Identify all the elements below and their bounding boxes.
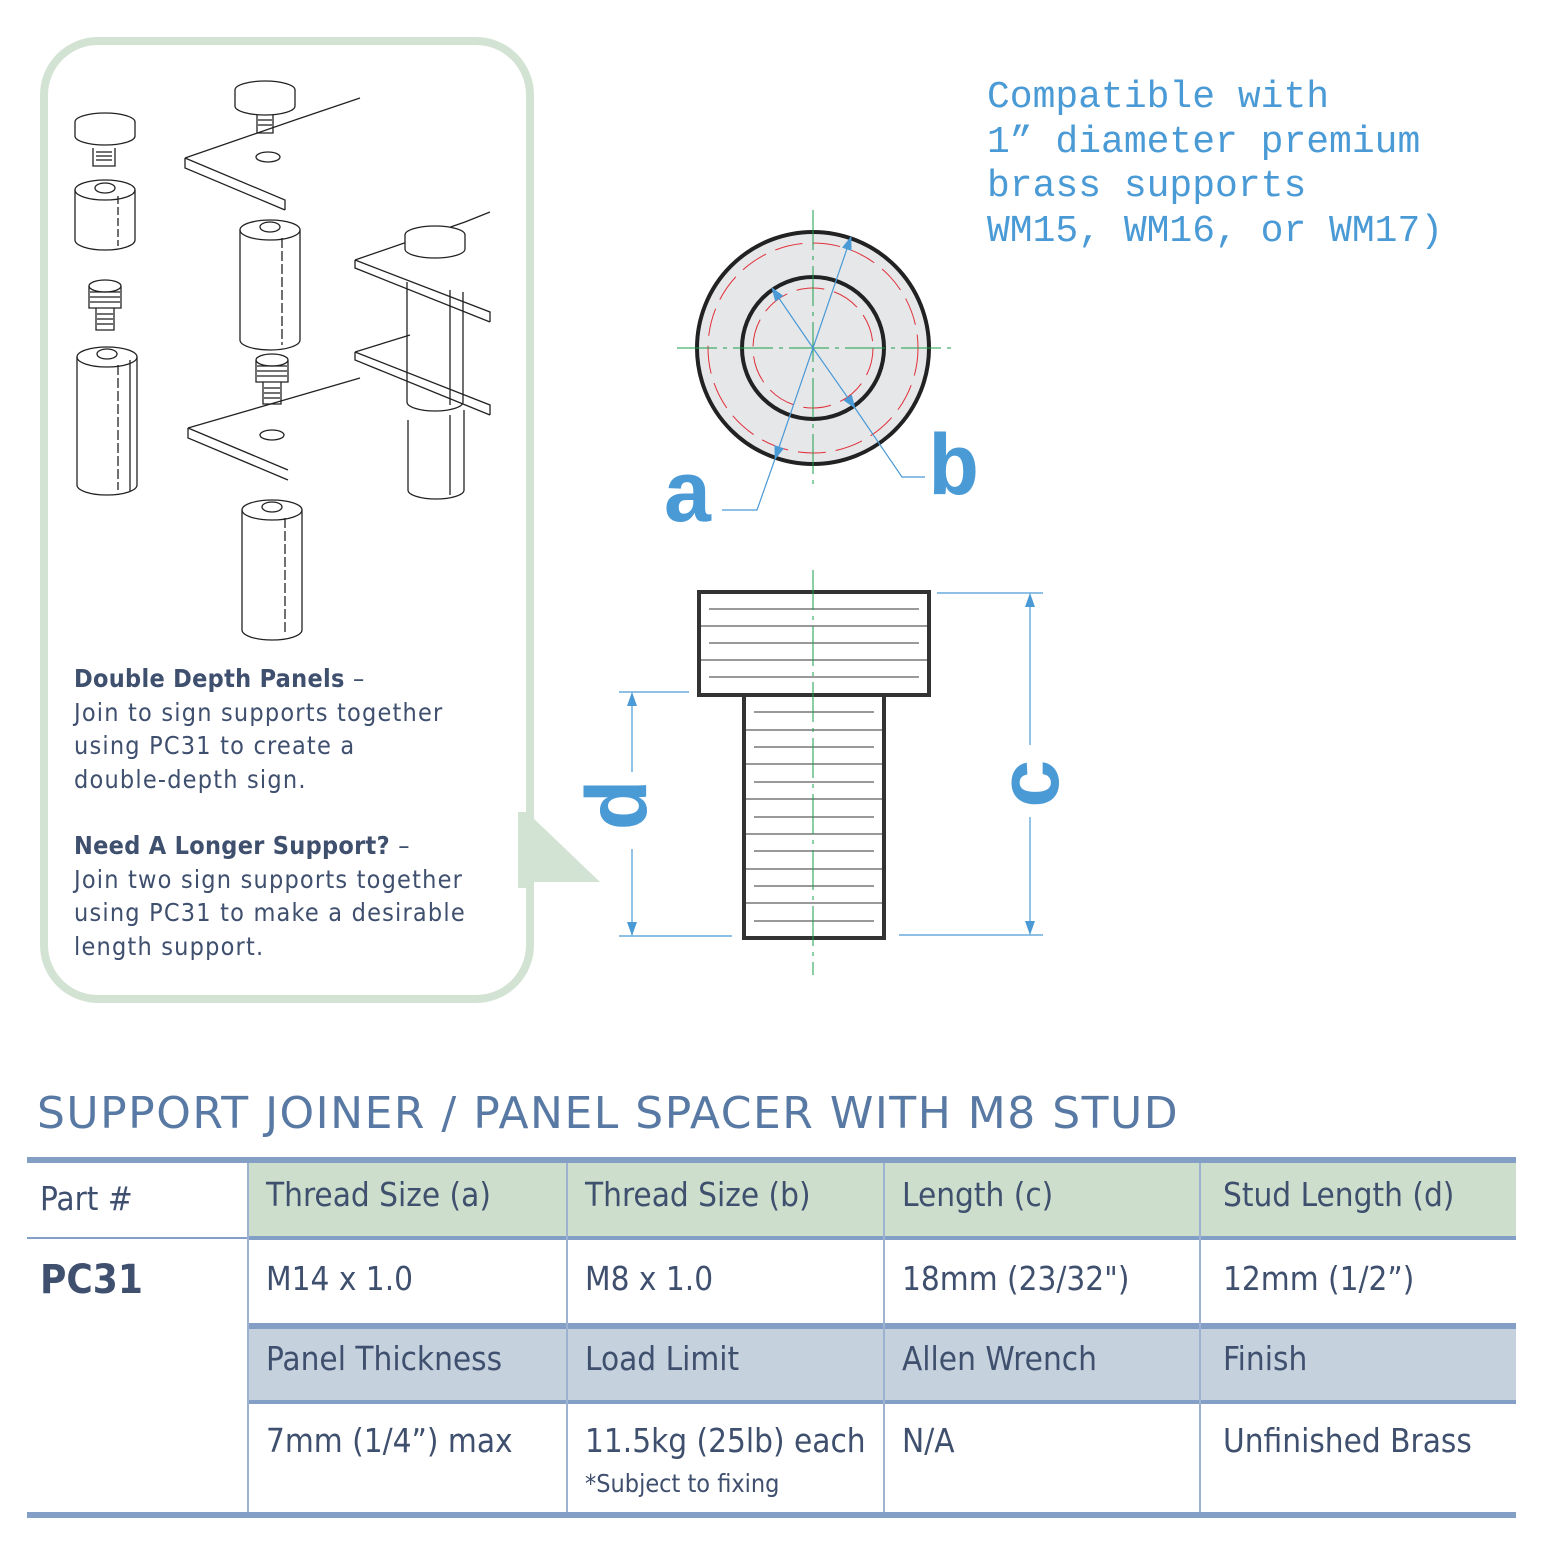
assembly-illustration bbox=[60, 60, 510, 660]
header-length-c: Length (c) bbox=[902, 1175, 1054, 1214]
divider bbox=[883, 1163, 885, 1512]
load-limit-note: *Subject to fixing bbox=[585, 1469, 780, 1498]
rule bbox=[248, 1236, 1516, 1240]
header-panel-thickness: Panel Thickness bbox=[266, 1339, 503, 1378]
right-assembled-stack bbox=[355, 212, 490, 499]
callout-text bbox=[74, 662, 514, 996]
value-allen-wrench: N/A bbox=[902, 1421, 955, 1460]
divider bbox=[247, 1163, 249, 1512]
table-bottom-rule bbox=[27, 1512, 1516, 1518]
divider bbox=[566, 1163, 568, 1512]
rule bbox=[27, 1237, 248, 1239]
divider bbox=[1199, 1163, 1201, 1512]
value-thread-size-a: M14 x 1.0 bbox=[266, 1259, 414, 1298]
section-heading: Double Depth Panels bbox=[74, 664, 345, 693]
header-finish: Finish bbox=[1223, 1339, 1308, 1378]
compatibility-note: Compatible with 1” diameter premium brass supports WM15, WM16, or WM17) bbox=[987, 76, 1444, 253]
middle-exploded-stack bbox=[185, 81, 360, 640]
header-stud-length-d: Stud Length (d) bbox=[1223, 1175, 1455, 1214]
value-thread-size-b: M8 x 1.0 bbox=[585, 1259, 714, 1298]
part-number: PC31 bbox=[40, 1257, 143, 1303]
part-header: Part # bbox=[40, 1179, 133, 1218]
label-b: b bbox=[928, 422, 980, 520]
rule bbox=[248, 1323, 1516, 1329]
value-stud-length-d: 12mm (1/2”) bbox=[1223, 1259, 1415, 1298]
callout-section-double-depth: Double Depth Panels – Join to sign supports together using PC31 to create a double-depth sign. bbox=[74, 664, 444, 794]
header-load-limit: Load Limit bbox=[585, 1339, 740, 1378]
header-allen-wrench: Allen Wrench bbox=[902, 1339, 1097, 1378]
value-finish: Unfinished Brass bbox=[1223, 1421, 1472, 1460]
rule bbox=[248, 1400, 1516, 1404]
section-heading: Need A Longer Support? bbox=[74, 831, 390, 860]
value-load-limit: 11.5kg (25lb) each bbox=[585, 1421, 866, 1460]
callout-section-longer-support: Need A Longer Support? – Join two sign supports together using PC31 to make a desirable length support. bbox=[74, 831, 466, 961]
table-top-rule bbox=[27, 1157, 1516, 1163]
spec-table bbox=[27, 1157, 1516, 1527]
label-a: a bbox=[662, 449, 714, 547]
header-thread-size-b: Thread Size (b) bbox=[585, 1175, 811, 1214]
product-title: SUPPORT JOINER / PANEL SPACER WITH M8 STUD bbox=[37, 1088, 1180, 1139]
value-length-c: 18mm (23/32") bbox=[902, 1259, 1130, 1298]
header-thread-size-a: Thread Size (a) bbox=[266, 1175, 491, 1214]
value-panel-thickness: 7mm (1/4”) max bbox=[266, 1421, 513, 1460]
callout-pointer-inner bbox=[524, 822, 564, 874]
label-c: c bbox=[986, 757, 1084, 809]
left-exploded-stack bbox=[75, 113, 137, 495]
label-d: d bbox=[574, 779, 672, 831]
